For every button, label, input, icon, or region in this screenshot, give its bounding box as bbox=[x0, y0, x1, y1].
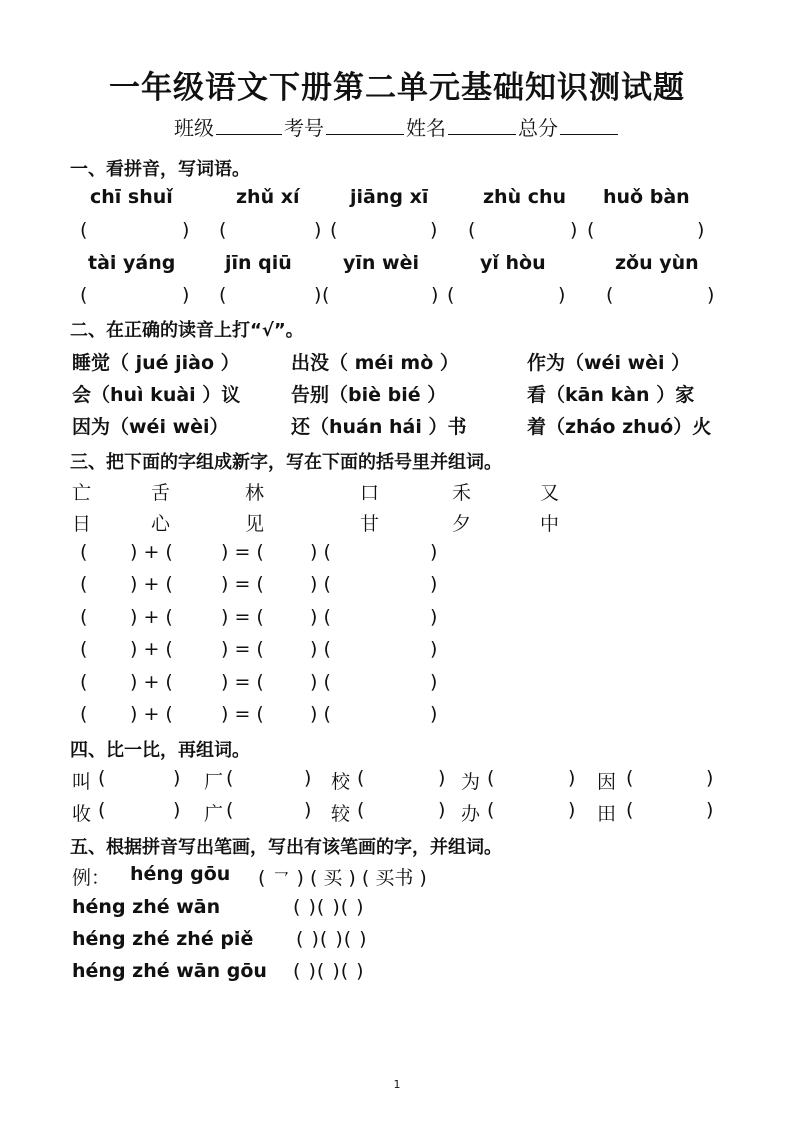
answer-paren-open[interactable]: ( bbox=[587, 219, 595, 241]
answer-paren-close: ) bbox=[304, 799, 312, 821]
answer-paren-open[interactable]: ( bbox=[606, 284, 614, 306]
component-char: 日 bbox=[72, 513, 92, 535]
compare-char: 叫 bbox=[72, 771, 92, 793]
formula-part[interactable]: ) + ( bbox=[130, 605, 173, 628]
pinyin-item: jiāng xī bbox=[350, 186, 429, 208]
answer-paren-close: ) bbox=[707, 284, 715, 306]
stroke-pinyin: héng zhé zhé piě bbox=[72, 928, 254, 950]
answer-paren-close: ) bbox=[568, 799, 576, 821]
formula-part[interactable]: ) + ( bbox=[130, 670, 173, 693]
answer-paren-open[interactable]: ( bbox=[98, 767, 106, 789]
answer-paren-close: ) bbox=[558, 284, 566, 306]
formula-part: ) bbox=[430, 703, 438, 725]
compare-char: 校 bbox=[331, 771, 351, 793]
pronunciation-item[interactable]: 睡觉（ jué jiào ） bbox=[72, 352, 240, 374]
formula-part[interactable]: ( bbox=[80, 541, 88, 563]
component-char: 中 bbox=[540, 513, 560, 535]
answer-paren-open[interactable]: ( bbox=[626, 767, 634, 789]
answer-paren-open[interactable]: ( bbox=[357, 799, 365, 821]
formula-part[interactable]: ) ( bbox=[310, 541, 331, 563]
example-pinyin: héng gōu bbox=[130, 863, 231, 885]
answer-paren-open[interactable]: ( bbox=[487, 799, 495, 821]
answer-paren-close: ) bbox=[314, 219, 322, 241]
formula-part: ) bbox=[430, 541, 438, 563]
answer-paren-open[interactable]: ( bbox=[80, 284, 88, 306]
stroke-pinyin: héng zhé wān bbox=[72, 896, 221, 918]
answer-paren-close: ) bbox=[304, 767, 312, 789]
formula-part: ) bbox=[430, 573, 438, 596]
class-blank[interactable] bbox=[216, 116, 282, 135]
pinyin-item: zhù chu bbox=[483, 186, 567, 208]
answer-paren-open[interactable]: ( bbox=[626, 799, 634, 821]
pronunciation-item[interactable]: 会（huì kuài ）议 bbox=[72, 384, 241, 406]
stroke-answer-blanks[interactable]: ( )( )( ) bbox=[296, 928, 368, 950]
answer-paren-open[interactable]: ( bbox=[219, 219, 227, 241]
component-char: 禾 bbox=[452, 482, 472, 504]
compare-char: 广 bbox=[204, 803, 224, 825]
component-char: 夕 bbox=[452, 513, 472, 535]
section-5-heading: 五、根据拼音写出笔画，写出有该笔画的字，并组词。 bbox=[70, 837, 502, 858]
score-blank[interactable] bbox=[560, 116, 618, 135]
compare-char: 收 bbox=[72, 803, 92, 825]
pinyin-item: yīn wèi bbox=[343, 252, 419, 274]
pronunciation-item[interactable]: 出没（ méi mò ） bbox=[291, 352, 459, 374]
formula-part[interactable]: ( bbox=[80, 703, 88, 725]
component-char: 舌 bbox=[151, 482, 171, 504]
component-char: 又 bbox=[540, 482, 560, 504]
section-2-heading: 二、在正确的读音上打“√”。 bbox=[70, 320, 304, 341]
answer-paren-close: ) bbox=[173, 799, 181, 821]
pinyin-item: chī shuǐ bbox=[90, 186, 173, 208]
pinyin-item: zhǔ xí bbox=[236, 186, 300, 208]
class-label: 班级 bbox=[174, 116, 214, 140]
formula-part[interactable]: ) = ( bbox=[221, 703, 264, 725]
stroke-answer-blanks[interactable]: ( )( )( ) bbox=[293, 896, 365, 918]
formula-part[interactable]: ) ( bbox=[310, 638, 331, 661]
compare-char: 办 bbox=[461, 803, 481, 825]
component-char: 心 bbox=[151, 513, 171, 535]
formula-part[interactable]: ) ( bbox=[310, 670, 331, 693]
pinyin-item: yǐ hòu bbox=[480, 252, 546, 274]
formula-part[interactable]: ( bbox=[80, 670, 88, 693]
answer-paren-open[interactable]: ( bbox=[98, 799, 106, 821]
formula-part[interactable]: ( bbox=[80, 605, 88, 628]
answer-paren-open[interactable]: ( bbox=[219, 284, 227, 306]
pinyin-item: tài yáng bbox=[88, 252, 176, 274]
answer-paren-close: ) bbox=[182, 284, 190, 306]
answer-paren-close: ) bbox=[706, 767, 714, 789]
formula-part[interactable]: ) = ( bbox=[221, 605, 264, 628]
page-title: 一年级语文下册第二单元基础知识测试题 bbox=[109, 70, 685, 106]
formula-part[interactable]: ) = ( bbox=[221, 670, 264, 693]
formula-part[interactable]: ) = ( bbox=[221, 638, 264, 661]
answer-paren-open[interactable]: ( bbox=[226, 799, 234, 821]
answer-paren-close: ) bbox=[438, 799, 446, 821]
formula-part[interactable]: ( bbox=[80, 638, 88, 661]
component-char: 甘 bbox=[360, 513, 380, 535]
formula-part[interactable]: ) + ( bbox=[130, 638, 173, 661]
page-number: 1 bbox=[393, 1078, 401, 1091]
answer-paren-close: ) bbox=[182, 219, 190, 241]
answer-paren-open[interactable]: ( bbox=[468, 219, 476, 241]
formula-part[interactable]: ) + ( bbox=[130, 573, 173, 596]
answer-paren-close: ) bbox=[570, 219, 578, 241]
answer-paren-open[interactable]: ( bbox=[330, 219, 338, 241]
compare-char: 厂 bbox=[204, 771, 224, 793]
answer-paren-close: ) bbox=[697, 219, 705, 241]
compare-char: 田 bbox=[597, 803, 617, 825]
formula-part[interactable]: ) + ( bbox=[130, 703, 173, 725]
compare-char: 因 bbox=[597, 771, 617, 793]
answer-paren-open[interactable]: ( bbox=[322, 284, 330, 306]
example-label: 例： bbox=[72, 867, 111, 889]
number-blank[interactable] bbox=[326, 116, 404, 135]
answer-paren-open[interactable]: ( bbox=[447, 284, 455, 306]
formula-part: ) bbox=[430, 638, 438, 661]
answer-paren-close: ) bbox=[314, 284, 322, 306]
score-label: 总分 bbox=[518, 116, 558, 140]
answer-paren-open[interactable]: ( bbox=[226, 767, 234, 789]
formula-part[interactable]: ) ( bbox=[310, 703, 331, 725]
formula-part[interactable]: ) = ( bbox=[221, 573, 264, 596]
answer-paren-open[interactable]: ( bbox=[80, 219, 88, 241]
compare-char: 为 bbox=[461, 771, 481, 793]
section-1-heading: 一、看拼音，写词语。 bbox=[70, 159, 250, 180]
answer-paren-close: ) bbox=[431, 284, 439, 306]
pinyin-item: huǒ bàn bbox=[603, 186, 690, 208]
pronunciation-item[interactable]: 还（huán hái ）书 bbox=[291, 416, 467, 438]
answer-paren-close: ) bbox=[430, 219, 438, 241]
component-char: 见 bbox=[245, 513, 265, 535]
formula-part[interactable]: ) ( bbox=[310, 605, 331, 628]
student-info-line bbox=[0, 112, 794, 141]
answer-paren-close: ) bbox=[438, 767, 446, 789]
component-char: 口 bbox=[360, 482, 380, 504]
stroke-answer-blanks[interactable]: ( )( )( ) bbox=[293, 960, 365, 982]
section-3-heading: 三、把下面的字组成新字，写在下面的括号里并组词。 bbox=[70, 452, 502, 473]
answer-paren-open[interactable]: ( bbox=[487, 767, 495, 789]
pronunciation-item[interactable]: 看（kān kàn ）家 bbox=[527, 384, 695, 406]
formula-part[interactable]: ) ( bbox=[310, 573, 331, 596]
pinyin-item: jīn qiū bbox=[225, 252, 292, 274]
formula-part[interactable]: ) + ( bbox=[130, 541, 173, 563]
pinyin-item: zǒu yùn bbox=[615, 252, 699, 274]
name-label: 姓名 bbox=[406, 116, 446, 140]
pronunciation-item[interactable]: 告别（biè bié ） bbox=[291, 384, 447, 406]
answer-paren-close: ) bbox=[173, 767, 181, 789]
compare-char: 较 bbox=[331, 803, 351, 825]
answer-paren-close: ) bbox=[568, 767, 576, 789]
stroke-pinyin: héng zhé wān gōu bbox=[72, 960, 267, 982]
answer-paren-close: ) bbox=[706, 799, 714, 821]
answer-paren-open[interactable]: ( bbox=[357, 767, 365, 789]
name-blank[interactable] bbox=[448, 116, 516, 135]
formula-part: ) bbox=[430, 670, 438, 693]
number-label: 考号 bbox=[284, 116, 324, 140]
pronunciation-item[interactable]: 作为（wéi wèi ） bbox=[527, 352, 691, 374]
component-char: 亡 bbox=[72, 482, 92, 504]
formula-part[interactable]: ) = ( bbox=[221, 541, 264, 563]
formula-part[interactable]: ( bbox=[80, 573, 88, 596]
example-answer: ( ㇖ ) ( 买 ) ( 买书 ) bbox=[258, 867, 427, 889]
pronunciation-item[interactable]: 着（zháo zhuó）火 bbox=[527, 416, 712, 438]
pronunciation-item[interactable]: 因为（wéi wèi） bbox=[72, 416, 229, 438]
component-char: 林 bbox=[245, 482, 265, 504]
section-4-heading: 四、比一比，再组词。 bbox=[70, 740, 250, 761]
formula-part: ) bbox=[430, 605, 438, 628]
